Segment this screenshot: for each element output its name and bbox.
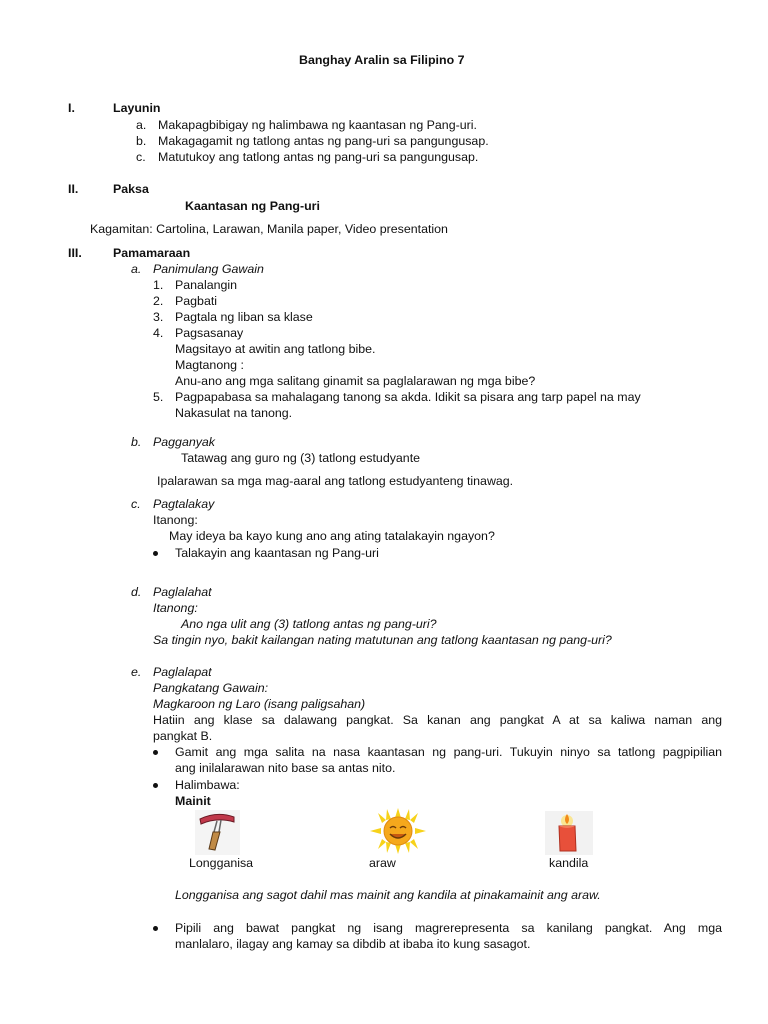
picture-label: Longganisa (189, 856, 254, 870)
body-line: Hatiin ang klase sa dalawang pangkat. Sa kanan ang pangkat A at sa kaliwa naman ang (153, 713, 722, 727)
materials-text: Kagamitan: Cartolina, Larawan, Manila paper, Video presentation (90, 222, 448, 236)
subsection-heading: Panimulang Gawain (153, 262, 264, 276)
topic-title: Kaantasan ng Pang-uri (185, 199, 320, 213)
subsection-heading: Paglalahat (153, 585, 212, 599)
step-text: Panalangin (175, 278, 238, 292)
body-line: Ipalarawan sa mga mag-aaral ang tatlong estudyanteng tinawag. (157, 474, 514, 488)
bullet-text: Halimbawa: (175, 778, 240, 792)
bullet-text: manlalaro, ilagay ang kamay sa dibdib at ibaba ito kung sasagot. (175, 937, 531, 951)
subsection-heading: Paglalapat (153, 665, 212, 679)
step-detail: Magtanong : (175, 358, 244, 372)
subsection-marker: e. (131, 665, 142, 679)
body-line: Itanong: (153, 601, 198, 615)
objective-marker: a. (136, 118, 147, 132)
objective-marker: c. (136, 150, 146, 164)
section-numeral: II. (68, 182, 79, 196)
step-marker: 1. (153, 278, 164, 292)
step-detail: Nakasulat na tanong. (175, 406, 293, 420)
subsection-heading: Pagtalakay (153, 497, 215, 511)
objective-item: Makagagamit ng tatlong antas ng pang-uri sa pangungusap. (158, 134, 489, 148)
step-text: Pagpapabasa sa mahalagang tanong sa akda. Idikit sa pisara ang tarp papel na may (175, 390, 641, 404)
step-marker: 3. (153, 310, 164, 324)
section-heading: Layunin (113, 101, 161, 115)
picture-label: araw (369, 856, 396, 870)
body-line: Ano nga ulit ang (3) tatlong antas ng pang-uri? (181, 617, 437, 631)
step-text: Pagsasanay (175, 326, 244, 340)
subsection-marker: c. (131, 497, 141, 511)
answer-explanation: Longganisa ang sagot dahil mas mainit ang kandila at pinakamainit ang araw. (175, 888, 601, 902)
step-marker: 4. (153, 326, 164, 340)
subsection-marker: b. (131, 435, 142, 449)
bullet-icon (153, 551, 158, 556)
document-title: Banghay Aralin sa Filipino 7 (299, 53, 465, 67)
step-detail: Magsitayo at awitin ang tatlong bibe. (175, 342, 376, 356)
body-line: May ideya ba kayo kung ano ang ating tatalakayin ngayon? (169, 529, 495, 543)
sun-icon (370, 808, 426, 854)
bullet-text: Gamit ang mga salita na nasa kaantasan ng pang-uri. Tukuyin ninyo sa tatlong pagpipilian (175, 745, 722, 759)
section-numeral: III. (68, 246, 82, 260)
candle-icon (545, 811, 593, 855)
picture-label: kandila (549, 856, 589, 870)
section-numeral: I. (68, 101, 75, 115)
sausage-icon (195, 810, 240, 855)
subsection-marker: a. (131, 262, 142, 276)
body-line: Magkaroon ng Laro (isang paligsahan) (153, 697, 366, 711)
step-marker: 2. (153, 294, 164, 308)
subsection-heading: Pagganyak (153, 435, 216, 449)
step-detail: Anu-ano ang mga salitang ginamit sa paglalarawan ng mga bibe? (175, 374, 536, 388)
step-text: Pagbati (175, 294, 218, 308)
step-text: Pagtala ng liban sa klase (175, 310, 313, 324)
objective-item: Matutukoy ang tatlong antas ng pang-uri sa pangungusap. (158, 150, 479, 164)
example-word: Mainit (175, 794, 211, 808)
bullet-text: Pipili ang bawat pangkat ng isang magrerepresenta sa kanilang pangkat. Ang mga (175, 921, 722, 935)
objective-item: Makapagbibigay ng halimbawa ng kaantasan ng Pang-uri. (158, 118, 477, 132)
bullet-icon (153, 750, 158, 755)
body-line: Sa tingin nyo, bakit kailangan nating matutunan ang tatlong kaantasan ng pang-uri? (153, 633, 612, 647)
body-line: Pangkatang Gawain: (153, 681, 269, 695)
bullet-text: Talakayin ang kaantasan ng Pang-uri (175, 546, 379, 560)
bullet-icon (153, 783, 158, 788)
subsection-marker: d. (131, 585, 142, 599)
objective-marker: b. (136, 134, 147, 148)
body-line: Itanong: (153, 513, 198, 527)
section-heading: Pamamaraan (113, 246, 191, 260)
body-line: Tatawag ang guro ng (3) tatlong estudyante (181, 451, 421, 465)
step-marker: 5. (153, 390, 164, 404)
body-line: pangkat B. (153, 729, 213, 743)
bullet-icon (153, 926, 158, 931)
bullet-text: ang inilalarawan nito base sa antas nito. (175, 761, 396, 775)
section-heading: Paksa (113, 182, 149, 196)
